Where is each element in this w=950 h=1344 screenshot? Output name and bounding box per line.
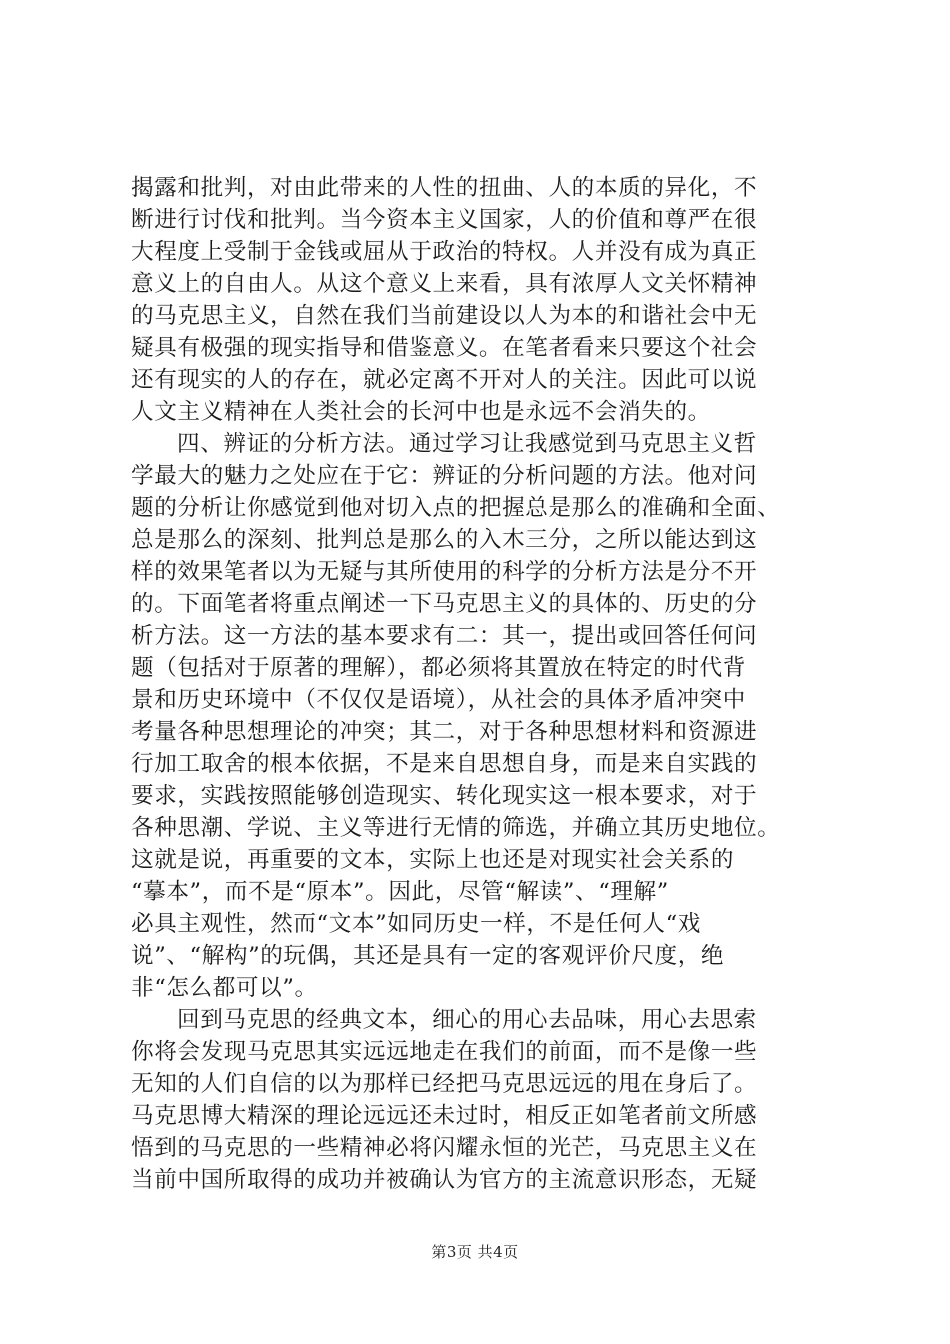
text-line: 非“怎么都可以”。 — [131, 975, 318, 1001]
text-line: 马克思博大精深的理论远远还未过时，相反正如笔者前文所感 — [131, 1103, 758, 1129]
text-line: 断进行讨伐和批判。当今资本主义国家，人的价值和尊严在很 — [131, 207, 758, 233]
body-text — [131, 172, 826, 1196]
text-line: 题（包括对于原著的理解），都必须将其置放在特定的时代背 — [131, 655, 746, 681]
text-line: 考量各种思想理论的冲突；其二，对于各种思想材料和资源进 — [131, 719, 758, 745]
text-line: 这就是说，再重要的文本，实际上也还是对现实社会关系的 — [131, 847, 735, 873]
text-line: 疑具有极强的现实指导和借鉴意义。在笔者看来只要这个社会 — [131, 335, 758, 361]
text-line: 的。下面笔者将重点阐述一下马克思主义的具体的、历史的分 — [131, 591, 758, 617]
text-line: 无知的人们自信的以为那样已经把马克思远远的甩在身后了。 — [131, 1071, 758, 1097]
text-line: 必具主观性，然而“文本”如同历史一样，不是任何人“戏 — [131, 911, 701, 937]
text-line: 说”、“解构”的玩偶，其还是具有一定的客观评价尺度，绝 — [131, 943, 725, 969]
page-number-footer: 第3页 共4页 — [431, 1243, 519, 1261]
text-line: 你将会发现马克思其实远远地走在我们的前面，而不是像一些 — [131, 1039, 758, 1065]
text-line: 还有现实的人的存在，就必定离不开对人的关注。因此可以说 — [131, 367, 758, 393]
text-line: 要求，实践按照能够创造现实、转化现实这一根本要求，对于 — [131, 783, 758, 809]
text-line: 人文主义精神在人类社会的长河中也是永远不会消失的。 — [131, 399, 711, 425]
text-line: 意义上的自由人。从这个意义上来看，具有浓厚人文关怀精神 — [131, 271, 758, 297]
text-line: 当前中国所取得的成功并被确认为官方的主流意识形态，无疑 — [131, 1167, 758, 1193]
text-line: 样的效果笔者以为无疑与其所使用的科学的分析方法是分不开 — [131, 559, 758, 585]
paragraph-start-line: 回到马克思的经典文本，细心的用心去品味，用心去思索 — [177, 1007, 757, 1033]
text-line: 大程度上受制于金钱或屈从于政治的特权。人并没有成为真正 — [131, 239, 758, 265]
text-line: 析方法。这一方法的基本要求有二：其一，提出或回答任何问 — [131, 623, 758, 649]
text-line: 景和历史环境中（不仅仅是语境），从社会的具体矛盾冲突中 — [131, 687, 746, 713]
paragraph-start-line: 四、辨证的分析方法。通过学习让我感觉到马克思主义哲 — [177, 431, 757, 457]
text-line: 悟到的马克思的一些精神必将闪耀永恒的光芒，马克思主义在 — [131, 1135, 758, 1161]
text-line: 学最大的魅力之处应在于它：辨证的分析问题的方法。他对问 — [131, 463, 758, 489]
text-line: 各种思潮、学说、主义等进行无情的筛选，并确立其历史地位。 — [131, 815, 781, 841]
text-line: 的马克思主义，自然在我们当前建设以人为本的和谐社会中无 — [131, 303, 758, 329]
text-line: “摹本”，而不是“原本”。因此，尽管“解读”、“理解” — [131, 879, 669, 905]
text-line: 行加工取舍的根本依据，不是来自思想自身，而是来自实践的 — [131, 751, 758, 777]
text-line: 题的分析让你感觉到他对切入点的把握总是那么的准确和全面、 — [131, 495, 781, 521]
text-line: 总是那么的深刻、批判总是那么的入木三分，之所以能达到这 — [131, 527, 758, 553]
text-line: 揭露和批判，对由此带来的人性的扭曲、人的本质的异化，不 — [131, 175, 758, 201]
